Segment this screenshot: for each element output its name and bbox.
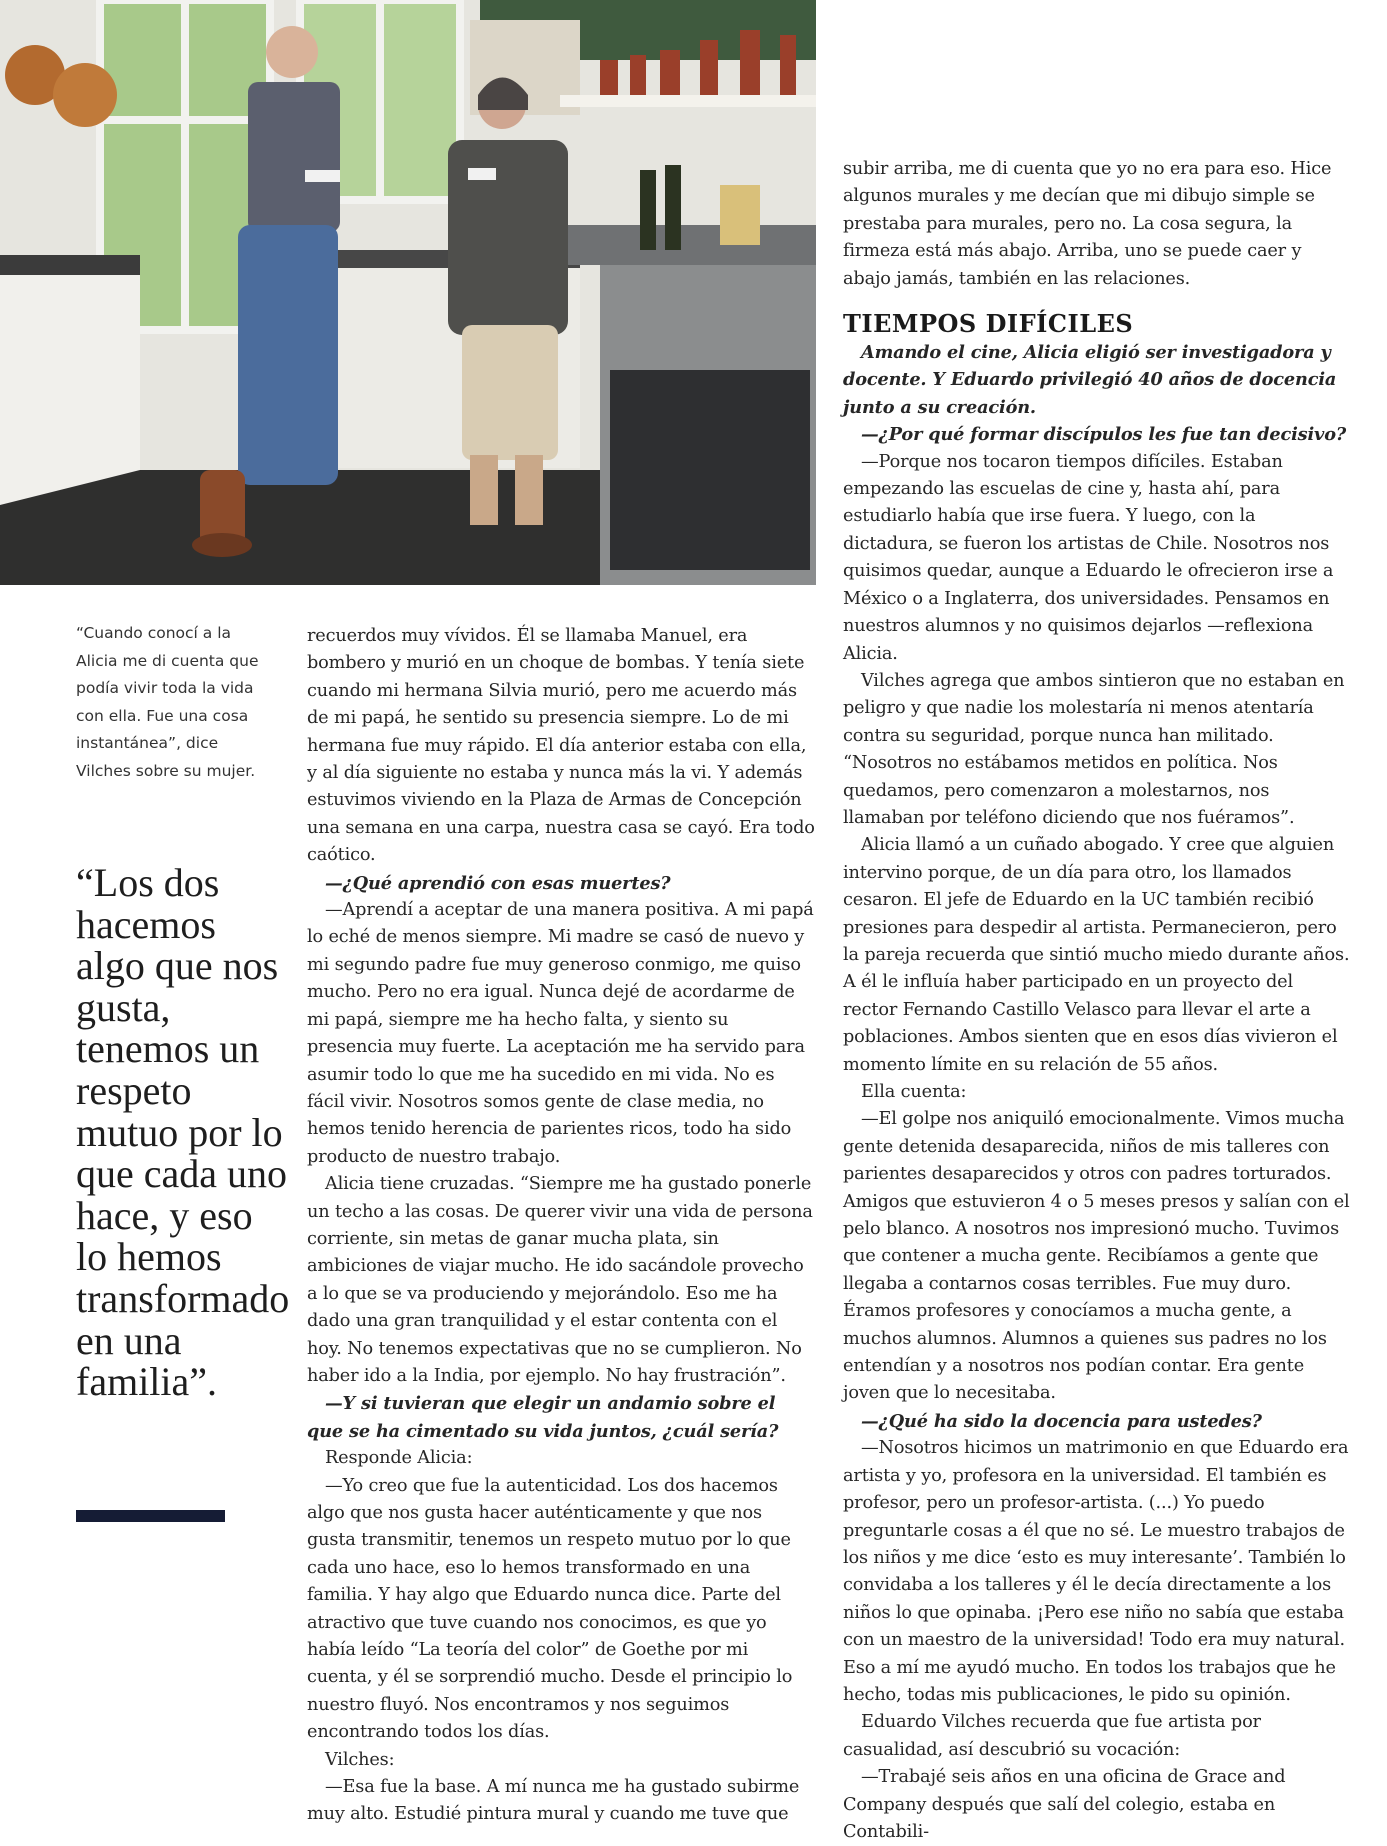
pull-quote: “Los dos hacemos algo que nos gusta, tenemos un respeto mutuo por lo que cada uno hace, y eso lo hemos transformado en una familia”. — [76, 860, 290, 1405]
lead-paragraph: Amando el cine, Alicia eligió ser investigadora y docente. Y Eduardo privilegió 40 años de docencia junto a su creación. — [843, 342, 1337, 418]
paragraph: Vilches: — [325, 1749, 395, 1770]
paragraph: Vilches agrega que ambos sintieron que no estaban en peligro y que nadie los molestaría ni menos atentaría contra su seguridad, porque nunca han militado. “Nosotros no estábamos metidos en política. Nos quedamos, pero comenzaron a molestarnos, nos llamaban por teléfono diciendo que nos fuéramos”. — [843, 670, 1345, 828]
paragraph: Responde Alicia: — [325, 1448, 473, 1469]
paragraph: —Porque nos tocaron tiempos difíciles. Estaban empezando las escuelas de cine y, hasta ahí, para estudiarlo había que irse fuera. Y luego, con la dictadura, se fueron los artistas de Chile. Nosotros nos quisimos quedar, aunque a Eduardo le ofrecieron irse a México o a Inglaterra, dos universidades. Pensamos en nuestros alumnos y no quisimos dejarlos —reflexiona Alicia. — [843, 451, 1334, 664]
paragraph: Alicia tiene cruzadas. “Siempre me ha gustado ponerle un techo a las cosas. De querer vivir una vida de persona corriente, sin metas de ganar mucha plata, sin ambiciones de viajar mucho. He ido sacándole provecho a lo que se va produciendo y mejorándolo. Eso me ha dado una gran tranquilidad y el estar contenta con el hoy. No tenemos expectativas que no se cumplieron. No haber ido a la India, por ejemplo. No hay frustración”. — [307, 1174, 813, 1386]
interview-question: —¿Qué aprendió con esas muertes? — [325, 872, 671, 894]
pull-quote-rule — [76, 1510, 225, 1522]
photo-caption: “Cuando conocí a la Alicia me di cuenta que podía vivir toda la vida con ella. Fue una cosa instantánea”, dice Vilches sobre su mujer. — [76, 624, 259, 780]
article-column-right — [843, 156, 1351, 1846]
paragraph: —Yo creo que fue la autenticidad. Los dos hacemos algo que nos gusta hacer auténticamente y que nos gusta transmitir, tenemos un respeto mutuo por lo que cada uno hace, eso lo hemos transformado en una familia. Y hay algo que Eduardo nunca dice. Parte del atractivo que tuve cuando nos conocimos, es que yo había leído “La teoría del color” de Goethe por mi cuenta, y él se sorprendió mucho. Desde el principio lo nuestro fluyó. Nos encontramos y nos seguimos encontrando todos los días. — [307, 1475, 793, 1743]
paragraph: Eduardo Vilches recuerda que fue artista por casualidad, así descubrió su vocación: — [843, 1712, 1261, 1760]
paragraph: subir arriba, me di cuenta que yo no era para eso. Hice algunos murales y me decían que mi dibujo simple se prestaba para murales, pero no. La cosa segura, la firmeza está más abajo. Arriba, uno se puede caer y abajo jamás, también en las relaciones. — [843, 159, 1332, 289]
paragraph: —Trabajé seis años en una oficina de Grace and Company después que salí del colegio, estaba en Contabili- — [843, 1767, 1286, 1842]
kitchen-photo-illustration — [0, 0, 816, 585]
paragraph: —Esa fue la base. A mí nunca me ha gustado subirme muy alto. Estudié pintura mural y cuando me tuve que — [307, 1777, 800, 1825]
paragraph: recuerdos muy vívidos. Él se llamaba Manuel, era bombero y murió en un choque de bombas. Y tenía siete cuando mi hermana Silvia murió, pero me acuerdo más de mi papá, he sentido su presencia siempre. Lo de mi hermana fue muy rápido. El día anterior estaba con ella, y al día siguiente no estaba y nunca más la vi. Y además estuvimos viviendo en la Plaza de Armas de Concepción una semana en una carpa, nuestra casa se cayó. Era todo caótico. — [307, 626, 815, 866]
paragraph: —Aprendí a aceptar de una manera positiva. A mi papá lo eché de menos siempre. Mi madre se casó de nuevo y mi segundo padre fue muy generoso conmigo, me quiso mucho. Pero no era igual. Nunca dejé de acordarme de mi papá, siempre me ha hecho falta, y siento su presencia muy fuerte. La aceptación me ha servido para asumir todo lo que me ha sucedido en mi vida. No es fácil vivir. Nosotros somos gente de clase media, no hemos tenido herencia de parientes ricos, todo ha sido producto de nuestro trabajo. — [307, 900, 814, 1167]
interview-question: —¿Por qué formar discípulos les fue tan decisivo? — [861, 424, 1347, 446]
section-heading: TIEMPOS DIFÍCILES — [843, 309, 1134, 339]
kitchen-photo — [0, 0, 816, 585]
paragraph: Alicia llamó a un cuñado abogado. Y cree que alguien intervino porque, de un día para otro, los llamados cesaron. El jefe de Eduardo en la UC también recibió presiones para despedir al artista. Permanecieron, pero la pareja recuerda que sintió mucho miedo durante años. A él le influía haber participado en un proyecto del rector Fernando Castillo Velasco para llevar el arte a poblaciones. Ambos sienten que en esos días vivieron el momento límite en su relación de 55 años. — [843, 835, 1350, 1075]
article-column-middle — [307, 623, 815, 1829]
paragraph: —Nosotros hicimos un matrimonio en que Eduardo era artista y yo, profesora en la universidad. El también es profesor, pero un profesor-artista. (...) Yo puedo preguntarle cosas a él que no sé. Le muestro trabajos de los niños y me dice ‘esto es muy interesante’. También lo convidaba a los talleres y él le decía directamente a los niños lo que opinaba. ¡Pero ese niño no sabía que estaba con un maestro de la universidad! Todo era muy natural. Eso a mí me ayudó mucho. En todos los trabajos que he hecho, todas mis publicaciones, le pido su opinión. — [843, 1438, 1349, 1705]
paragraph: —El golpe nos aniquiló emocionalmente. Vimos mucha gente detenida desaparecida, niños de mis talleres con parientes desaparecidos y otros con padres torturados. Amigos que estuvieron 4 o 5 meses presos y salían con el pelo blanco. A nosotros nos impresionó mucho. Tuvimos que contener a mucha gente. Recibíamos a gente que llegaba a contarnos cosas terribles. Fue muy duro. Éramos profesores y conocíamos a mucha gente, a muchos alumnos. Alumnos a quienes sus padres no los entendían y a nosotros nos podían contar. Era gente joven que lo necesitaba. — [843, 1109, 1350, 1404]
interview-question: —¿Qué ha sido la docencia para ustedes? — [861, 1410, 1262, 1432]
paragraph: Ella cuenta: — [861, 1082, 967, 1102]
interview-question: —Y si tuvieran que elegir un andamio sobre el que se ha cimentado su vida juntos, ¿cuál sería? — [307, 1393, 779, 1442]
